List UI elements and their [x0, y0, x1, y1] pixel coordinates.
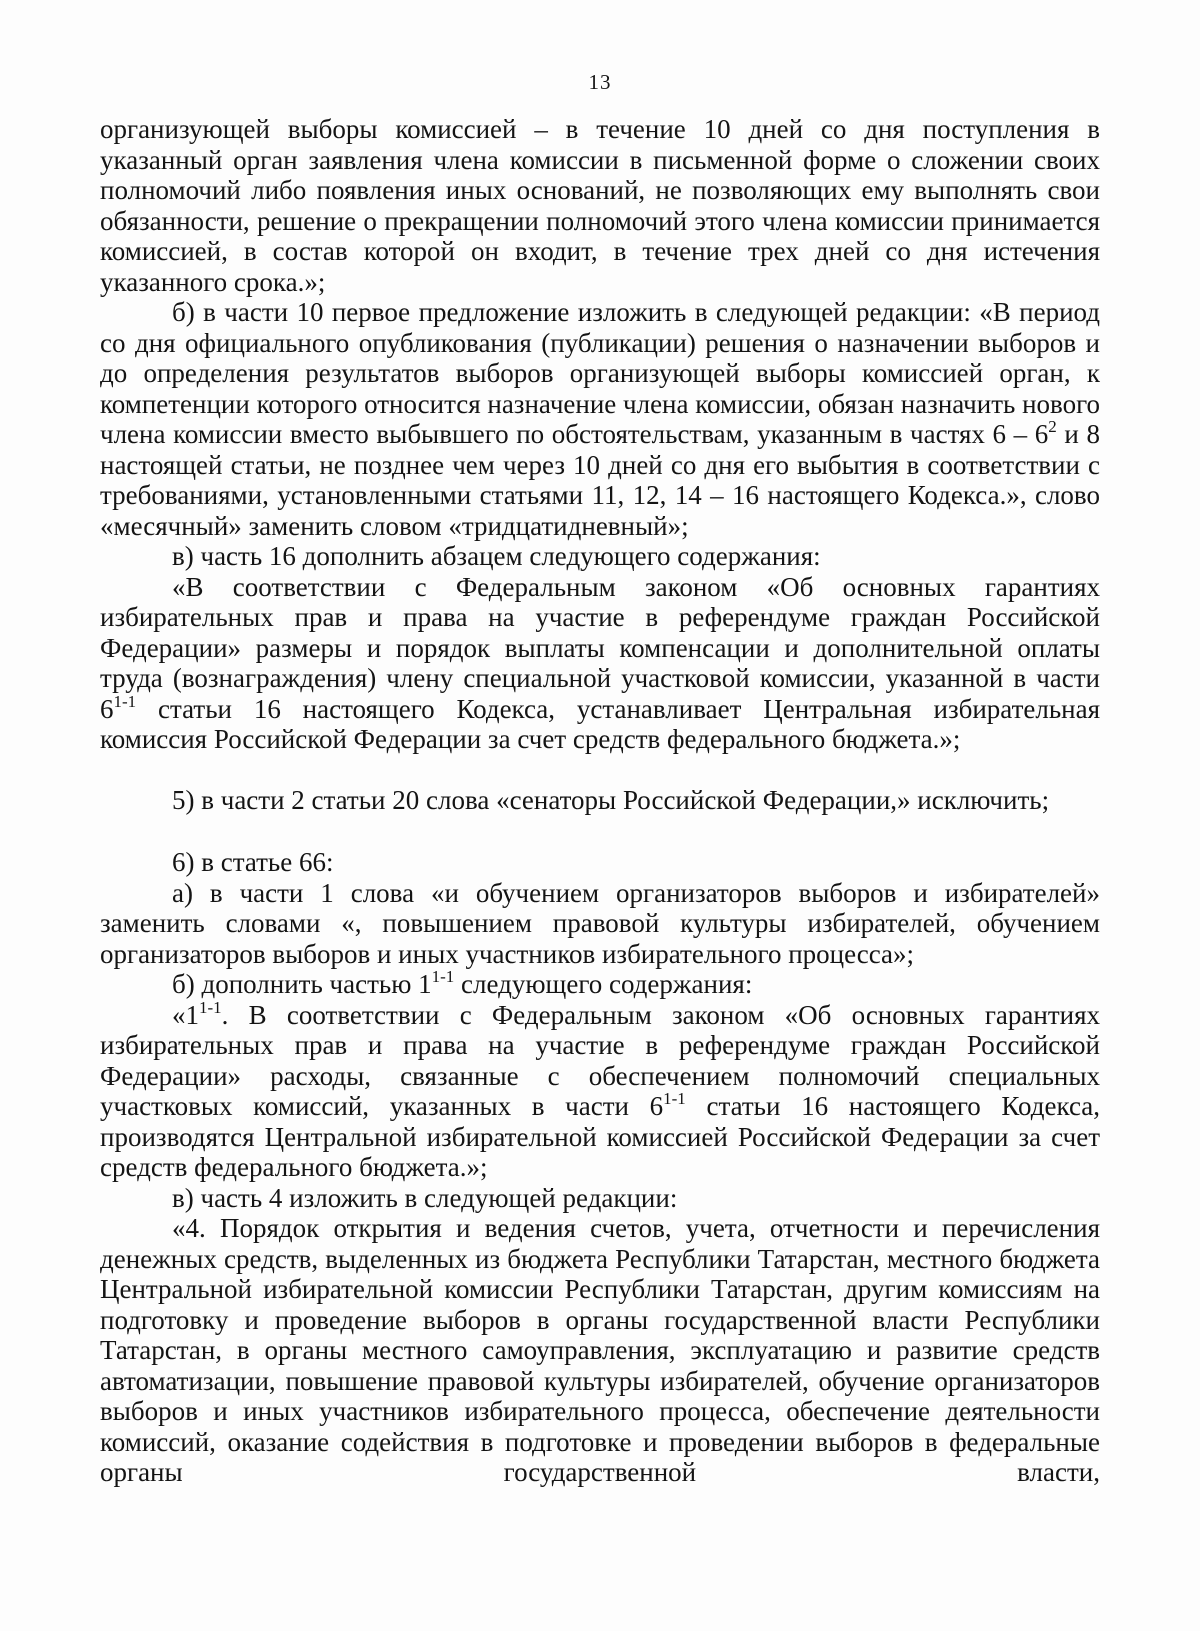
paragraph-text-after: статьи 16 настоящего Кодекса, производятся Центральной избирательной комиссией Российской Федерации за счет средств федерального бюджета.»;: [100, 1091, 1100, 1182]
paragraph-text-after: и 8 настоящей статьи, не позднее чем через 10 дней со дня его выбытия в соответствии с требованиями, установленными статьями 11, 12, 14 – 16 настоящего Кодекса.», слово «месячный» заменить словом «тридцатидневный»;: [100, 419, 1100, 541]
paragraph-text: б) в части 10 первое предложение изложить в следующей редакции: «В период со дня официального опубликования (публикации) решения о назначении выборов и до определения результатов выборов организующей выборы комиссией орган, к компетенции которого относится назначение члена комиссии, обязан назначить нового члена комиссии вместо выбывшего по обстоятельствам, указанным в частях 6 – 6: [100, 297, 1100, 449]
paragraph-text: в) часть 16 дополнить абзацем следующего содержания:: [172, 541, 821, 571]
page-number: 13: [588, 70, 612, 94]
paragraph-text: 5) в части 2 статьи 20 слова «сенаторы Российской Федерации,» исключить;: [172, 784, 1050, 815]
superscript: 1-1: [113, 691, 137, 711]
superscript: 1-1: [431, 967, 455, 986]
paragraph-text: организующей выборы комиссией – в течение 10 дней со дня поступления в указанный орган заявления члена комиссии в письменной форме о сложении своих полномочий либо появления иных оснований, не позволяющих ему выполнять свои обязанности, решение о прекращении полномочий этого члена комиссии принимается комиссией, в состав которой он входит, в течение трех дней со дня истечения указанного срока.»;: [100, 114, 1100, 297]
paragraph-text: «В соответствии с Федеральным законом «Об основных гарантиях избирательных прав и права на участие в референдуме граждан Российской Федерации» размеры и порядок выплаты компенсации и дополнительной оплаты труда (вознаграждения) члену специальной участковой комиссии, указанной в части 6: [100, 571, 1100, 724]
paragraph-text: б) дополнить частью 1: [172, 969, 432, 999]
paragraph-item-6: [100, 847, 1100, 878]
document-body: [100, 114, 1100, 1488]
paragraph-item-a-part-1: [100, 878, 1100, 970]
paragraph-text-after: . В соответствии с Федеральным законом «Об основных гарантиях избирательных прав и права на участие в референдуме граждан Российской Федерации» расходы, связанные с обеспечением полномочий специальных участковых комиссий, указанных в части 6: [100, 999, 1100, 1121]
paragraph-text: «4. Порядок открытия и ведения счетов, учета, отчетности и перечисления денежных средств, выделенных из бюджета Республики Татарстан, местного бюджета Центральной избирательной комиссии Республики Татарстан, другим комиссиям на подготовку и проведение выборов в органы государственной власти Республики Татарстан, в органы местного самоуправления, эксплуатацию и развитие средств автоматизации, повышение правовой культуры избирателей, обучение организаторов выборов и иных участников избирательного процесса, обеспечение деятельности комиссий, оказание содействия в подготовке и проведении выборов в федеральные органы государственной власти,: [100, 1213, 1100, 1487]
paragraph-item-b-part-10: [100, 297, 1100, 541]
paragraph-continuation: [100, 114, 1100, 297]
paragraph-quote-expenses: [100, 997, 1100, 1183]
superscript: 1-1: [663, 1089, 686, 1108]
paragraph-quote-compensation: [100, 572, 1100, 755]
paragraph-item-b-supplement: [100, 969, 1100, 1000]
paragraph-text: а) в части 1 слова «и обучением организаторов выборов и избирателей» заменить словами «, повышением правовой культуры избирателей, обучением организаторов выборов и иных участников избирательного процесса»;: [100, 877, 1100, 969]
paragraph-item-5: [100, 785, 1100, 816]
paragraph-text: «1: [172, 999, 199, 1030]
paragraph-text-after: следующего содержания:: [454, 969, 753, 999]
paragraph-text: в) часть 4 изложить в следующей редакции:: [172, 1182, 678, 1213]
paragraph-text-after: статьи 16 настоящего Кодекса, устанавливает Центральная избирательная комиссия Российской Федерации за счет средств федерального бюджета.»;: [100, 693, 1100, 754]
paragraph-quote-part-4: [100, 1213, 1100, 1488]
superscript: 1-1: [199, 997, 222, 1017]
paragraph-text: 6) в статье 66:: [172, 847, 334, 877]
paragraph-item-v-part-4: [100, 1183, 1100, 1214]
paragraph-item-v-part-16: [100, 541, 1100, 572]
superscript: 2: [1048, 417, 1057, 436]
